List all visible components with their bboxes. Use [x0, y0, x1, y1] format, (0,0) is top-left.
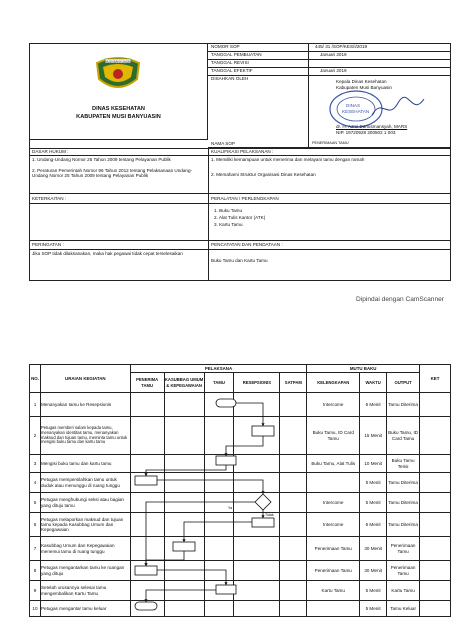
row-no: 4: [30, 473, 41, 493]
col-pelaksana: PELAKSANA: [130, 365, 307, 373]
peralatan-label: PERALATAN / PERLENGKAPAN: [211, 196, 279, 201]
flow-decision-5: [255, 494, 271, 510]
row-kelengkapan: Penerimaan Tamu: [307, 561, 360, 581]
row-kelengkapan: Intercome: [307, 493, 360, 513]
row-kelengkapan: Intercome: [307, 513, 360, 537]
col-waktu: WAKTU: [360, 373, 387, 393]
row-output: Penerimaan Tamu: [387, 537, 420, 561]
flow-process-9: [216, 585, 236, 594]
peringatan-label: PERINGATAN :: [32, 242, 64, 247]
meta-label-disahkan: DISAHKAN OLEH: [211, 76, 249, 81]
row-output: Tamu Diterima: [387, 393, 420, 417]
meta-label-nomor: NOMOR SOP: [211, 44, 240, 49]
row-waktu: 5 Menit: [360, 493, 387, 513]
row-no: 1: [30, 393, 41, 417]
flow-process-8: [135, 566, 157, 575]
row-waktu: 5 Menit: [360, 513, 387, 537]
org-name-line1: DINAS KESEHATAN: [92, 106, 145, 112]
row-uraian: Kasubbag Umum dan Kepegawaian menemui tamu di ruang tunggu: [40, 537, 130, 561]
row-uraian: Menanyakan tamu ke Resepsionis: [40, 393, 130, 417]
kualifikasi-label: KUALIFIKASI PELAKSANAN :: [211, 149, 274, 154]
meta-value-efektif: Januari 2019: [320, 68, 347, 73]
approver-name: dr. H. Azmi Dariusmansyah, MARS: [336, 124, 408, 129]
meta-value-nomor: 445/ 31 /SOP/KES/I/2019: [315, 44, 368, 49]
row-kelengkapan: Buku Tamu, Alat Tulis: [307, 455, 360, 473]
col-satpam: SATPAM: [280, 373, 307, 393]
sop-name-label: NAMA SOP: [211, 141, 235, 146]
decision-no-label: Tidak: [265, 513, 274, 517]
col-penerima-tamu: PENERIMA TAMU: [130, 373, 164, 393]
kualifikasi-item-1: 1. Memiliki kemampuan untuk menerima dan melayani tamu dengan ramah: [211, 157, 365, 162]
row-no: 6: [30, 513, 41, 537]
flow-process-7: [173, 542, 195, 551]
col-ket: KET: [420, 365, 451, 393]
row-uraian: Setelah urusannya selesai tamu mengembalikan Kartu Tamu: [40, 581, 130, 601]
row-kelengkapan: Intercome: [307, 393, 360, 417]
svg-text:MUSI BANYUASIN: MUSI BANYUASIN: [105, 59, 131, 64]
row-uraian: Petugas mengantarkan tamu ke ruangan yang dituju: [40, 561, 130, 581]
row-no: 5: [30, 493, 41, 513]
col-resepsionis: RESEPSIONIS: [234, 373, 280, 393]
sop-name-value: PENERIMAAN TAMU: [312, 141, 349, 145]
row-no: 7: [30, 537, 41, 561]
stamp-text-line2: KESEHATAN: [342, 109, 370, 114]
col-output: OUTPUT: [387, 373, 420, 393]
row-waktu: 5 Menit: [360, 601, 387, 617]
approver-nip: NIP. 19720928 200502 1 003: [336, 130, 396, 135]
meta-label-revisi: TANGGAL REVISI: [211, 60, 249, 65]
row-kelengkapan: Penerimaan Tamu: [307, 537, 360, 561]
row-waktu: 5 Menit: [360, 393, 387, 417]
row-output: Tamu Keluar: [387, 601, 420, 617]
row-output: Tamu Diterima: [387, 493, 420, 513]
row-no: 10: [30, 601, 41, 617]
scanner-note: Dipindai dengan CamScanner: [356, 296, 444, 303]
row-uraian: Petugas melaporkan maksud dan tujuan tamu kepada Kasubbag Umum dan Kepegawaian: [40, 513, 130, 537]
row-waktu: 15 Menit: [360, 417, 387, 455]
col-kasubbag: KASUBBAG UMUM & KEPEGAWAIAN: [164, 373, 204, 393]
col-kelengkapan: KELENGKAPAN: [307, 373, 360, 393]
row-uraian: Petugas menghubungi seksi atau bagian yang dituju tamu: [40, 493, 130, 513]
row-waktu: 5 Menit: [360, 581, 387, 601]
row-output: Buku Tamu Terisi: [387, 455, 420, 473]
row-kelengkapan: Buku Tamu, ID Card Tamu: [307, 417, 360, 455]
row-output: Penerimaan Tamu: [387, 561, 420, 581]
org-name-line2: KABUPATEN MUSI BANYUASIN: [76, 114, 161, 120]
dasar-hukum-item-1: 1. Undang-Undang Nomor 25 Tahun 2009 tentang Pelayanan Publik: [32, 157, 171, 162]
row-output: Kartu Tamu: [387, 581, 420, 601]
peralatan-item-2: 2. Alat Tulis Kantor (ATK): [214, 215, 266, 220]
peralatan-item-1: 1. Buku Tamu: [214, 208, 243, 213]
row-waktu: 10 Menit: [360, 455, 387, 473]
col-tamu: TAMU: [204, 373, 234, 393]
row-output: Buku Tamu, ID Card Tamu: [387, 417, 420, 455]
row-uraian: Petugas mengantar tamu keluar: [40, 601, 130, 617]
row-output: Tamu Diterima: [387, 473, 420, 493]
approver-title-line2: Kabupaten Musi Banyuasin: [336, 85, 392, 90]
dasar-hukum-label: DASAR HUKUM :: [32, 149, 69, 154]
row-output: Tamu Diterima: [387, 513, 420, 537]
meta-label-pembuatan: TANGGAL PEMBUATAN: [211, 52, 262, 57]
flow-process-6: [252, 518, 274, 527]
row-uraian: Petugas memberi salam kepada tamu, menanyakan identitas tamu, menanyakan maksud dan tujuan tamu, meminta tamu untuk mengisi buku tamu dan kartu tamu: [40, 417, 130, 455]
flow-process-3: [216, 456, 236, 465]
row-no: 8: [30, 561, 41, 581]
approver-title-line1: Kepala Dinas Kesehatan: [336, 79, 387, 84]
dasar-hukum-item-2: 2. Peraturan Pemerintah Nomor 96 Tahun 2012 tentang Pelaksanaan Undang-Undang Nomor 25 Tahun 2009 tentang Pelayanan Publik: [32, 168, 193, 179]
col-uraian: URAIAN KEGIATAN: [40, 365, 130, 393]
flow-process-4: [135, 476, 157, 485]
row-kelengkapan: Kartu Tamu: [307, 581, 360, 601]
peralatan-item-3: 3. Kartu Tamu: [214, 222, 243, 227]
row-waktu: 30 Menit: [360, 561, 387, 581]
flow-process-2: [252, 426, 274, 436]
row-uraian: Mengisi buku tamu dan kartu tamu: [40, 455, 130, 473]
row-no: 2: [30, 417, 41, 455]
meta-value-pembuatan: Januari 2019: [320, 52, 347, 57]
pencatatan-text: Buku Tamu dan Kartu Tamu: [211, 258, 268, 263]
row-no: 9: [30, 581, 41, 601]
pencatatan-label: PENCATATAN DAN PENDATAAN :: [211, 242, 283, 247]
meta-label-efektif: TANGGAL EFEKTIF: [211, 68, 253, 73]
row-waktu: 5 Menit: [360, 473, 387, 493]
row-waktu: 30 Menit: [360, 537, 387, 561]
row-uraian: Petugas mempersilahkan tamu untuk duduk atau menunggu di ruang tunggu: [40, 473, 130, 493]
flow-start-terminator: [216, 399, 236, 407]
row-no: 3: [30, 455, 41, 473]
flow-end-terminator: [135, 602, 157, 610]
keterkaitan-label: KETERKAITAN :: [32, 196, 67, 201]
decision-yes-label: Ya: [228, 506, 233, 510]
stamp-text-line1: DINAS: [346, 103, 361, 108]
peringatan-text: Jika SOP tidak dilaksanakan, maka hak pegawai tidak cepat terselesaikan: [32, 251, 183, 256]
col-no: NO.: [30, 365, 41, 393]
kualifikasi-item-2: 2. Memahami Struktur Organisasi Dinas Kesehatan: [211, 172, 316, 177]
col-mutu-baku: MUTU BAKU: [307, 365, 420, 373]
